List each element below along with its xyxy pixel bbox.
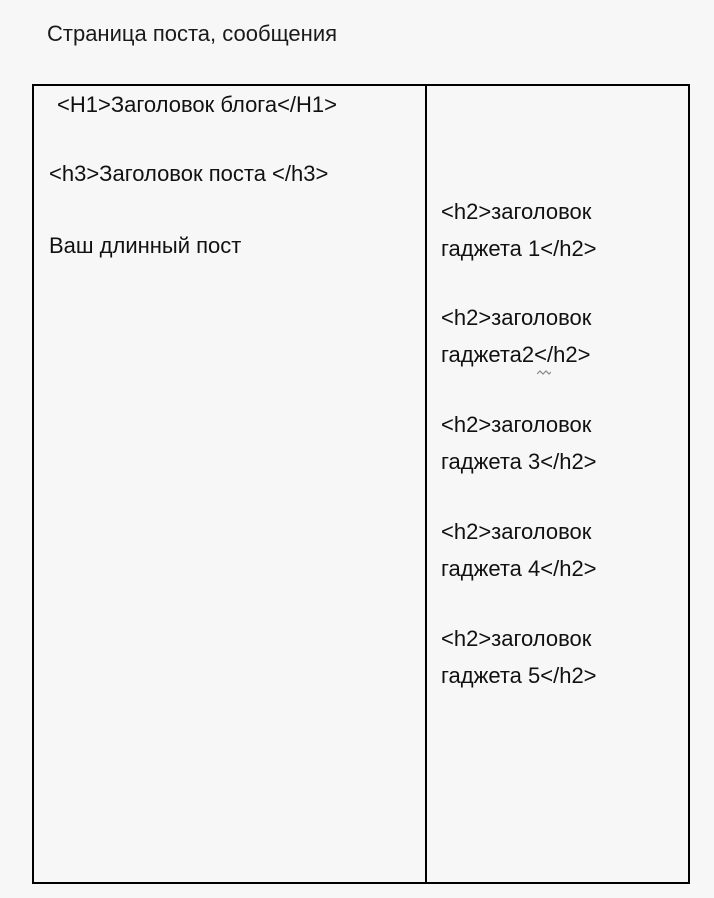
gadget-heading-line: гаджета2</h2> (441, 342, 591, 367)
post-title-label: <h3>Заголовок поста </h3> (49, 161, 329, 186)
sidebar-column (427, 86, 688, 882)
gadget-heading-line: <h2>заголовок (441, 519, 592, 544)
blog-title-label: <H1>Заголовок блога</H1> (57, 92, 338, 117)
gadget-heading-4 (441, 513, 597, 587)
gadget-heading-line: гаджета 1</h2> (441, 236, 597, 261)
gadget-heading-line: <h2>заголовок (441, 412, 592, 437)
gadget-heading-line: гаджета 3</h2> (441, 449, 597, 474)
gadget-heading-1 (441, 193, 597, 267)
main-content-column (34, 86, 425, 882)
gadget-heading-line: <h2>заголовок (441, 199, 592, 224)
gadget-heading-line: гаджета 4</h2> (441, 556, 597, 581)
gadget-heading-2 (441, 299, 591, 373)
page-caption: Страница поста, сообщения (47, 21, 338, 46)
post-body-label: Ваш длинный пост (49, 233, 242, 258)
gadget-heading-line: гаджета 5</h2> (441, 663, 597, 688)
gadget-heading-5 (441, 620, 597, 694)
gadget-heading-3 (441, 406, 597, 480)
page-layout-frame (32, 84, 690, 884)
gadget-heading-line: <h2>заголовок (441, 626, 592, 651)
spellcheck-squiggle-icon (537, 370, 551, 376)
gadget-heading-line: <h2>заголовок (441, 305, 592, 330)
